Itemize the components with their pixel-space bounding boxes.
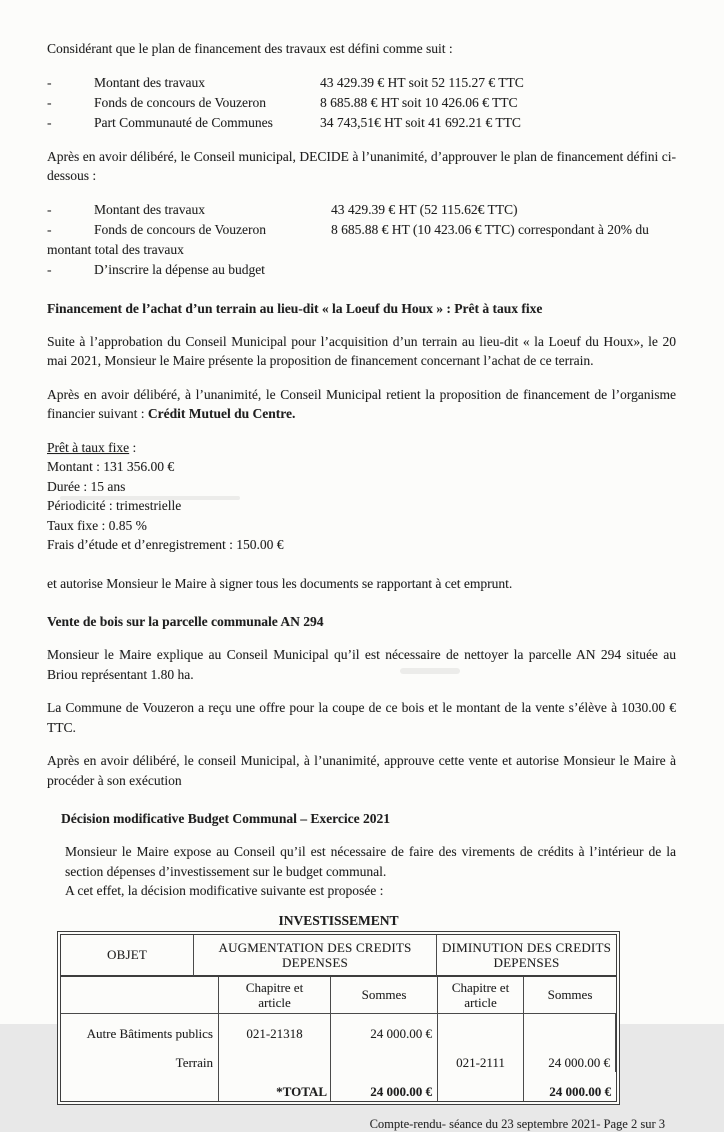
loan-detail: Taux fixe : 0.85 % xyxy=(47,517,147,533)
paragraph-terrain-1: Suite à l’approbation du Conseil Municipal pour l’acquisition d’un terrain au lieu-dit « la Loeuf du Houx», le 20 mai 2021, Monsieur le Maire présente la proposition de financement concernant l’achat de ce terrain. xyxy=(47,333,676,368)
item-amount: 43 429.39 € HT (52 115.62€ TTC) xyxy=(331,201,518,217)
investment-table xyxy=(57,931,620,1105)
paragraph-authorization: et autorise Monsieur le Maire à signer tous les documents se rapportant à cet emprunt. xyxy=(47,575,513,591)
item-label: Montant des travaux xyxy=(94,74,205,90)
paragraph-deliberation: Après en avoir délibéré, le Conseil municipal, DECIDE à l’unanimité, d’approuver le plan de financement défini ci-dessous : xyxy=(47,148,676,183)
header-objet: OBJET xyxy=(61,935,194,977)
cell-objet: Autre Bâtiments publics xyxy=(61,1014,219,1043)
item-label: Montant des travaux xyxy=(94,201,205,217)
subheader-sommes-aug: Sommes xyxy=(331,977,438,1014)
bullet-dash: - xyxy=(47,221,52,237)
item-amount: 43 429.39 € HT soit 52 115.27 € TTC xyxy=(320,74,524,90)
cell-aug-sommes xyxy=(331,1043,438,1072)
header-diminution: DIMINUTION DES CREDITS DEPENSES xyxy=(437,935,616,977)
item-amount: 8 685.88 € HT soit 10 426.06 € TTC xyxy=(320,94,518,110)
budget-paragraphs xyxy=(65,842,676,901)
list-item xyxy=(47,200,676,220)
paragraph-bois-2: La Commune de Vouzeron a reçu une offre pour la coupe de ce bois et le montant de la vente s’élève à 1030.00 € TTC. xyxy=(47,700,676,735)
cell-aug-sommes: 24 000.00 € xyxy=(331,1014,438,1043)
table-header-row-2 xyxy=(61,977,616,1014)
bank-name: Crédit Mutuel du Centre. xyxy=(147,406,296,421)
paragraph-considerant: Considérant que le plan de financement des travaux est défini comme suit : xyxy=(47,41,453,56)
item-amount: 8 685.88 € HT (10 423.06 € TTC) correspondant à 20% du xyxy=(331,221,649,237)
subheader-sommes-dim: Sommes xyxy=(524,977,616,1014)
page-footer: Compte-rendu- séance du 23 septembre 2021- Page 2 sur 3 xyxy=(369,1116,665,1131)
cell-total-label: *TOTAL xyxy=(219,1072,331,1101)
loan-title-colon: : xyxy=(129,439,137,455)
loan-detail: Frais d’étude et d’enregistrement : 150.00 € xyxy=(47,537,284,552)
cell-dim-sommes: 24 000.00 € xyxy=(524,1043,616,1072)
cell-dim-chapitre xyxy=(438,1014,524,1043)
item-label: Fonds de concours de Vouzeron xyxy=(94,221,266,237)
financing-plan-list-1 xyxy=(47,73,676,133)
paragraph-budget-2: A cet effet, la décision modificative suivante est proposée : xyxy=(65,883,384,898)
cell-dim-sommes xyxy=(524,1014,616,1043)
subheader-chapitre-dim: Chapitre et article xyxy=(438,977,524,1014)
loan-detail: Périodicité : trimestrielle xyxy=(47,498,182,513)
table-body xyxy=(61,1014,616,1101)
list-item xyxy=(47,93,676,113)
subheader-chapitre-aug: Chapitre et article xyxy=(219,977,331,1014)
loan-details-block xyxy=(47,438,676,555)
paragraph-terrain-2-text: Après en avoir délibéré, à l’unanimité, le Conseil Municipal retient la proposition de financement de l’organisme financier suivant : xyxy=(47,386,676,421)
cell-objet xyxy=(61,1072,219,1101)
section-heading-budget: Décision modificative Budget Communal – Exercice 2021 xyxy=(61,811,390,826)
loan-detail: Montant : 131 356.00 € xyxy=(47,459,175,474)
list-item xyxy=(47,220,676,240)
section-heading-bois: Vente de bois sur la parcelle communale AN 294 xyxy=(47,614,324,629)
loan-title: Prêt à taux fixe xyxy=(47,439,130,455)
cell-dim-chapitre: 021-2111 xyxy=(438,1043,524,1072)
bullet-dash: - xyxy=(47,201,52,217)
bullet-dash: - xyxy=(47,261,52,277)
paragraph-bois-3: Après en avoir délibéré, le conseil Municipal, à l’unanimité, approuve cette vente et autorise Monsieur le Maire à procéder à son exécution xyxy=(47,753,676,788)
paragraph-budget-1: Monsieur le Maire expose au Conseil qu’il est nécessaire de faire des virements de crédits à l’intérieur de la section dépenses d’investissement sur le budget communal. xyxy=(65,844,676,879)
table-header-row-1 xyxy=(61,935,616,977)
list-item xyxy=(47,260,676,280)
item-label: Fonds de concours de Vouzeron xyxy=(94,94,266,110)
subheader-empty xyxy=(61,977,219,1014)
bullet-dash: - xyxy=(47,114,52,130)
list-item xyxy=(47,73,676,93)
item-label: D’inscrire la dépense au budget xyxy=(94,261,265,277)
bullet-dash: - xyxy=(47,74,52,90)
table-title: INVESTISSEMENT xyxy=(278,912,399,928)
cell-total-dim-sommes: 24 000.00 € xyxy=(549,1083,611,1099)
bullet-dash: - xyxy=(47,94,52,110)
cell-aug-chapitre: 021-21318 xyxy=(219,1014,331,1043)
list-item xyxy=(47,113,676,133)
loan-detail: Durée : 15 ans xyxy=(47,478,126,494)
header-augmentation: AUGMENTATION DES CREDITS DEPENSES xyxy=(194,935,437,977)
item-label: Part Communauté de Communes xyxy=(94,114,273,130)
cell-aug-chapitre xyxy=(219,1043,331,1072)
financing-plan-list-2 xyxy=(47,200,676,280)
paragraph-bois-1: Monsieur le Maire explique au Conseil Municipal qu’il est nécessaire de nettoyer la parcelle AN 294 située au Briou représentant 1.80 ha. xyxy=(47,647,676,682)
cell-total-aug-sommes: 24 000.00 € xyxy=(331,1072,438,1101)
item-amount: 34 743,51€ HT soit 41 692.21 € TTC xyxy=(320,114,521,130)
section-heading-terrain: Financement de l’achat d’un terrain au lieu-dit « la Loeuf du Houx » : Prêt à taux fixe xyxy=(47,300,543,316)
cell-objet: Terrain xyxy=(61,1043,219,1072)
paragraph-terrain-2 xyxy=(47,385,676,424)
item-continuation: montant total des travaux xyxy=(47,241,184,257)
loan-title-line xyxy=(47,438,676,458)
cell-dim-chapitre xyxy=(438,1072,524,1101)
